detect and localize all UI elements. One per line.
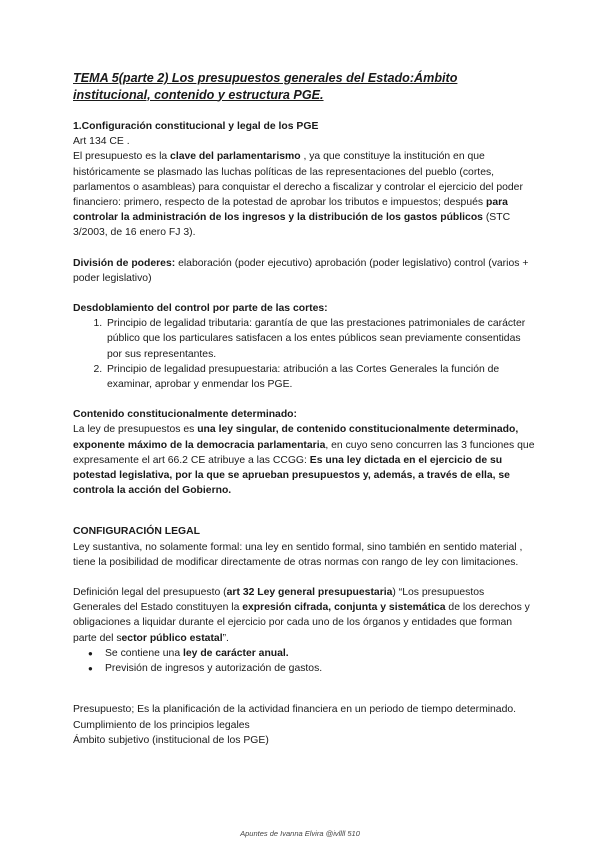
text-run: elaboración (poder ejecutivo) aprobación (poder legislativo) control (varios + poder legislativo) — [73, 257, 529, 284]
spacer — [73, 570, 535, 585]
paragraph-cumplimiento: Cumplimiento de los principios legales — [73, 719, 250, 731]
spacer — [73, 286, 535, 301]
bold-run: art 32 Ley general presupuestaria — [226, 587, 393, 599]
text-run: Se contiene una — [105, 647, 183, 659]
article-reference: Art 134 CE . — [73, 136, 130, 148]
text-run: Definición legal del presupuesto ( — [73, 587, 227, 599]
bullet-list — [73, 646, 535, 676]
document-title: TEMA 5(parte 2) Los presupuestos generales del Estado:Ámbito institucional, contenido y estructura PGE. — [73, 71, 458, 102]
list-item: 1. Principio de legalidad tributaria: garantía de que las prestaciones patrimoniales de carácter público que los particulares satisfacen a los entes públicos sean previamente consentidas por sus representantes. — [105, 316, 535, 362]
page-footer: Apuntes de Ivanna Elvira @ivllll 510 — [240, 829, 360, 838]
text-run: El presupuesto es la — [73, 151, 171, 163]
text-run: de los derechos y obligaciones a liquidar durante el ejercicio por cada uno de los órganos y entidades que forman parte del s — [73, 602, 530, 644]
paragraph-contenido — [73, 422, 535, 498]
bold-run: ley de carácter anual. — [183, 647, 289, 659]
paragraph-division-poderes — [73, 256, 535, 286]
paragraph-presupuesto — [73, 149, 535, 240]
list-item: 2. Principio de legalidad presupuestaria: atribución a las Cortes Generales la función de examinar, aprobar y enmendar los PGE. — [105, 362, 535, 392]
spacer — [73, 676, 535, 702]
paragraph-ambito-subjetivo: Ámbito subjetivo (institucional de los PGE) — [73, 734, 269, 746]
text-run: ”. — [222, 632, 229, 644]
bold-run: para controlar la administración de los ingresos y la distribución de los gastos públicos — [73, 197, 508, 224]
section-heading-configuracion-legal: CONFIGURACIÓN LEGAL — [73, 526, 200, 538]
paragraph-ley-sustantiva: Ley sustantiva, no solamente formal: una ley en sentido formal, sino también en sentido material , tiene la posibilidad de modificar directamente de otras normas con rango de ley con limitaciones. — [73, 541, 523, 568]
paragraph-presupuesto-definicion: Presupuesto; Es la planificación de la actividad financiera en un periodo de tiempo determinado. — [73, 704, 517, 716]
bold-run: una ley singular, de contenido constitucionalmente determinado, exponente máximo de la democracia parlamentaria — [73, 424, 519, 451]
text-run: , ya que constituye la institución en que históricamente se plasmado las luchas políticas de las representaciones del pueblo (cortes, parlamentos o asambleas) para conquistar el derecho a fiscalizar y controlar el ejercicio del poder financiero: primero, respecto de la potestad de aprobar los tributos e impuestos; después — [73, 151, 523, 209]
numbered-list — [73, 316, 535, 392]
text-run: , en cuyo seno concurren las 3 funciones que expresamente el art 66.2 CE atribuye a las CCGG: — [73, 439, 535, 466]
document-page — [73, 70, 535, 748]
section-heading-desdoblamiento: Desdoblamiento del control por parte de las cortes: — [73, 303, 328, 315]
list-item: ● Previsión de ingresos y autorización de gastos. — [105, 661, 535, 676]
text-run: ) “Los presupuestos Generales del Estado constituyen la — [73, 587, 485, 614]
bold-run: ector público estatal — [121, 632, 223, 644]
text-run: (STC 3/2003, de 16 enero FJ 3). — [73, 212, 511, 239]
spacer — [73, 241, 535, 256]
spacer — [73, 498, 535, 524]
bold-run: clave del parlamentarismo — [170, 151, 301, 163]
section-heading-contenido: Contenido constitucionalmente determinado: — [73, 409, 297, 421]
list-item — [105, 646, 535, 661]
spacer — [73, 392, 535, 407]
bold-run: Es una ley dictada en el ejercicio de su potestad legislativa, por la que se aprueban presupuestos y, además, a través de ella, se controla la acción del Gobierno. — [73, 454, 510, 497]
paragraph-definicion-legal — [73, 585, 535, 646]
section-heading-configuracion: 1.Configuración constitucional y legal de los PGE — [73, 121, 319, 132]
text-run: La ley de presupuestos es — [73, 424, 198, 436]
bold-run: expresión cifrada, conjunta y sistemática — [242, 602, 446, 614]
bold-run: División de poderes: — [73, 257, 176, 269]
